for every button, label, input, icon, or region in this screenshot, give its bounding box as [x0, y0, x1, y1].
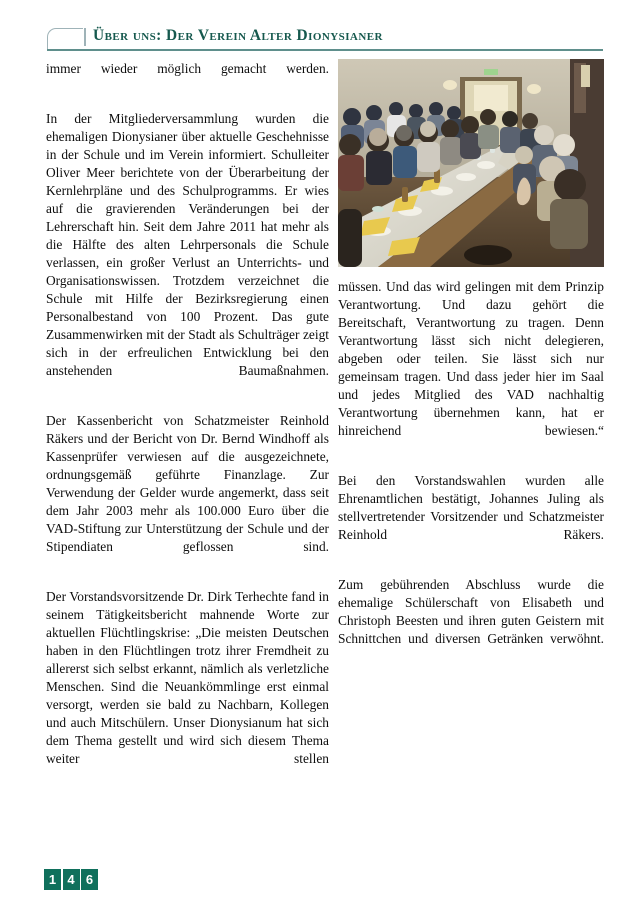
paragraph: Bei den Vorstandswahlen wurden alle Ehrenamtlichen bestätigt, Johannes Juling als stellvertretender Vorsitzender und Schatzmeister Reinhold Räkers. — [338, 472, 604, 543]
left-text-column — [46, 60, 329, 786]
header-rule-divider — [47, 49, 603, 51]
paragraph: Zum gebührenden Abschluss wurde die ehemalige Schülerschaft von Elisabeth und Christoph Beesten und ihren guten Geistern mit Schnittchen und diversen Getränken verwöhnt. — [338, 576, 604, 646]
paragraph: immer wieder möglich gemacht werden. — [46, 61, 329, 76]
page-number — [44, 869, 98, 890]
meeting-photo — [338, 59, 604, 267]
paragraph: In der Mitgliederversammlung wurden die ehemaligen Dionysianer über aktuelle Geschehnisse in der Schule und im Verein informiert. Schulleiter Oliver Meer berichtete von der Überarbeitung der Kernlehrpläne und des Schulprogramms. Er wies auf die gravierenden Veränderungen bei der Lehrerschaft hin. Seit dem Jahre 2011 hat mehr als die Hälfte des alten Lehrpersonals die Schule verlassen, ein großer Verlust an Unterrichts- und Organisationswissen. Trotzdem verzeichnet die Schule mit Hilfe der Bezirksregierung einen Personalbestand von 100 Prozent. Das gute Zusammenwirken mit der Stadt als Schulträger zeigt sich in der erfreulichen Entwicklung bei den anstehenden Baumaßnahmen. — [46, 110, 329, 379]
paragraph: Der Vorstandsvorsitzende Dr. Dirk Terhechte fand in seinem Tätigkeitsbericht mahnende Worte zur aktuellen Flüchtlingskrise: „Die meisten Deutschen haben in den Flüchtlingen trotz ihrer Fremdheit zu allererst sich selbst erkannt, nämlich als verletzliche Menschen. Sind die Neuankömmlinge erst einmal versorgt, werden sie bald zu Nachbarn, Kollegen und auch Mitschülern. Unser Dionysianum hat sich dem Thema gestellt und wird sich diesem Thema weiter stellen — [46, 588, 329, 767]
page-title: Über uns: Der Verein Alter Dionysianer — [93, 27, 383, 44]
header-bracket-tick-icon — [84, 28, 86, 46]
page-number-digit: 1 — [44, 869, 61, 890]
page-number-digit: 6 — [81, 869, 98, 890]
right-text-column — [338, 278, 604, 666]
paragraph: müssen. Und das wird gelingen mit dem Prinzip Verantwortung. Und dazu gehört die Bereitschaft, Verantwortung zu tragen. Denn Verantwortung lässt sich nicht delegieren, abgeben oder teilen. Sie lässt sich nur gemeinsam tragen. Und dass jeder hier im Saal und jedes Mitglied des VAD nachhaltig Verantwortung übernehmen kann, hat er hinreichend bewiesen.“ — [338, 279, 604, 439]
header-bracket-decoration — [47, 28, 83, 50]
paragraph: Der Kassenbericht von Schatzmeister Reinhold Räkers und der Bericht von Dr. Bernd Windhoff als Kassenprüfer verwiesen auf die ausgezeichnete, ordnungsgemäß geführte Finanzlage. Zur Verwendung der Gelder wurde angemerkt, dass seit dem Jahr 2003 mehr als 100.000 Euro über die VAD-Stiftung zur Unterstützung der Schule und der Stipendiaten geflossen sind. — [46, 412, 329, 555]
meeting-photo-illustration — [338, 59, 604, 267]
page-number-digit: 4 — [63, 869, 80, 890]
page-header — [0, 0, 638, 56]
